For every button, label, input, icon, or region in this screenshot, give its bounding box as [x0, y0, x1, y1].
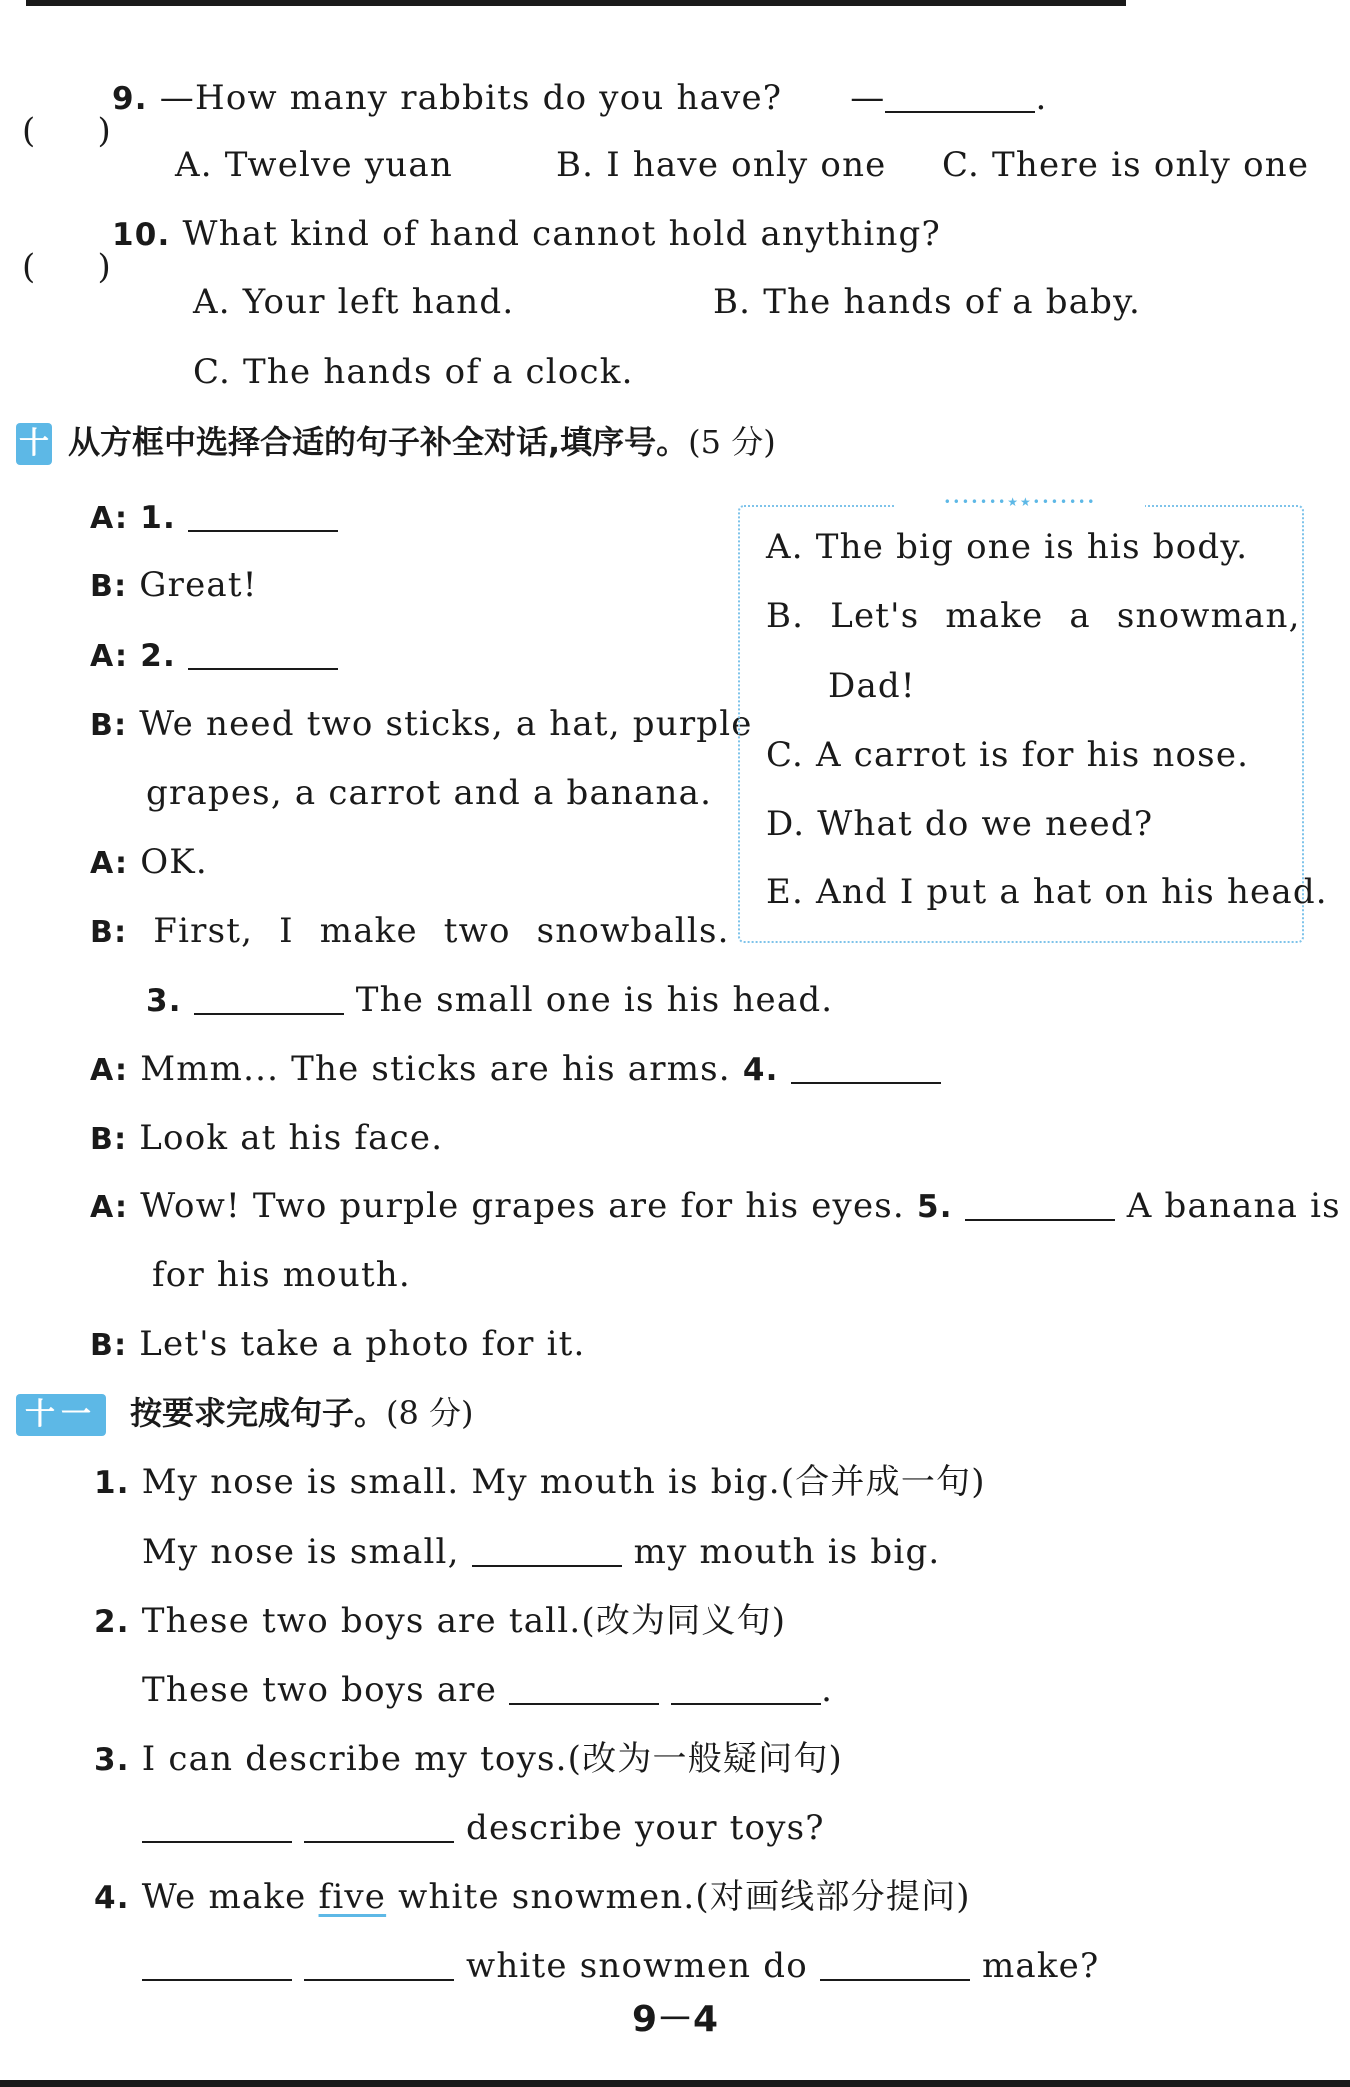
question-text: —How many rabbits do you have? [159, 78, 783, 118]
q10-option-a: A. Your left hand. [193, 282, 515, 322]
underlined-word: five [318, 1877, 387, 1917]
dialogue-b5: B: Let's take a photo for it. [90, 1324, 586, 1364]
question-number: 10. [112, 217, 171, 253]
dialogue-b3-cont: 3. The small one is his head. [146, 980, 834, 1020]
answer-blank-t3a[interactable] [142, 1811, 292, 1843]
answer-blank-4[interactable] [791, 1052, 941, 1084]
answer-blank-2[interactable] [188, 638, 338, 670]
dialogue-a5: A: Wow! Two purple grapes are for his eyes. 5. A banana is [90, 1186, 1341, 1226]
answer-blank-t4a[interactable] [142, 1949, 292, 1981]
task-3: 3. I can describe my toys.(改为一般疑问句) [94, 1739, 844, 1779]
dialogue-b2: B: We need two sticks, a hat, purple [90, 704, 753, 744]
question-text: What kind of hand cannot hold anything? [182, 214, 941, 254]
box-decoration: •••••••★★••••••• [895, 495, 1145, 509]
task-2: 2. These two boys are tall.(改为同义句) [94, 1601, 787, 1641]
box-option-b-cont: Dad! [828, 666, 916, 706]
question-10: ( ) 10. What kind of hand cannot hold anything? [22, 214, 941, 287]
section-11-badge: 十一 [16, 1394, 106, 1436]
box-option-b: B. Let's make a snowman, [766, 596, 1301, 636]
dialogue-a4: A: Mmm... The sticks are his arms. 4. [90, 1047, 941, 1093]
task-3-answer: describe your toys? [142, 1806, 825, 1850]
box-option-d: D. What do we need? [766, 804, 1154, 844]
q10-option-c: C. The hands of a clock. [193, 352, 634, 392]
task-1-answer: My nose is small, my mouth is big. [142, 1532, 941, 1572]
dialogue-a3: A: OK. [90, 842, 208, 882]
answer-blank-t3b[interactable] [304, 1811, 454, 1843]
answer-blank-t2b[interactable] [671, 1673, 821, 1705]
dialogue-b4: B: Look at his face. [90, 1118, 444, 1158]
top-border [26, 0, 1126, 6]
answer-blank-t1[interactable] [472, 1535, 622, 1567]
answer-blank-t2a[interactable] [509, 1673, 659, 1705]
page-number: 9－4 [631, 1999, 719, 2040]
q9-option-c: C. There is only one [942, 145, 1310, 185]
answer-blank-5[interactable] [965, 1189, 1115, 1221]
q10-option-b: B. The hands of a baby. [713, 282, 1142, 322]
box-option-a: A. The big one is his body. [766, 527, 1249, 567]
task-1: 1. My nose is small. My mouth is big.(合并成一句) [94, 1462, 986, 1502]
dialogue-a5-cont: for his mouth. [152, 1255, 411, 1295]
section-10-badge: 十 [16, 423, 52, 465]
box-option-c: C. A carrot is for his nose. [766, 735, 1250, 775]
question-9: ( ) 9. —How many rabbits do you have? — . [22, 78, 1048, 151]
bottom-border [0, 2080, 1350, 2087]
answer-blank-t4c[interactable] [820, 1949, 970, 1981]
answer-blank-1[interactable] [188, 500, 338, 532]
answer-blank-3[interactable] [194, 983, 344, 1015]
section-11-title: 按要求完成句子。(8 分) [130, 1394, 474, 1432]
box-option-e: E. And I put a hat on his head. [766, 872, 1328, 912]
dialogue-a1: A: 1. [90, 495, 338, 541]
dialogue-b3: B: First, I make two snowballs. [90, 911, 730, 951]
task-2-answer: These two boys are . [142, 1670, 834, 1710]
section-10-title: 从方框中选择合适的句子补全对话,填序号。(5 分) [68, 423, 776, 461]
answer-blank-t4b[interactable] [304, 1949, 454, 1981]
dialogue-b2-cont: grapes, a carrot and a banana. [146, 773, 713, 813]
q9-option-a: A. Twelve yuan [175, 145, 453, 185]
task-4-answer: white snowmen do make? [142, 1944, 1099, 1988]
answer-blank[interactable] [885, 81, 1035, 113]
task-4: 4. We make five white snowmen.(对画线部分提问) [94, 1877, 971, 1917]
dialogue-b1: B: Great! [90, 565, 258, 605]
q9-option-b: B. I have only one [556, 145, 887, 185]
dialogue-a2: A: 2. [90, 633, 338, 679]
question-number: 9. [112, 81, 148, 117]
